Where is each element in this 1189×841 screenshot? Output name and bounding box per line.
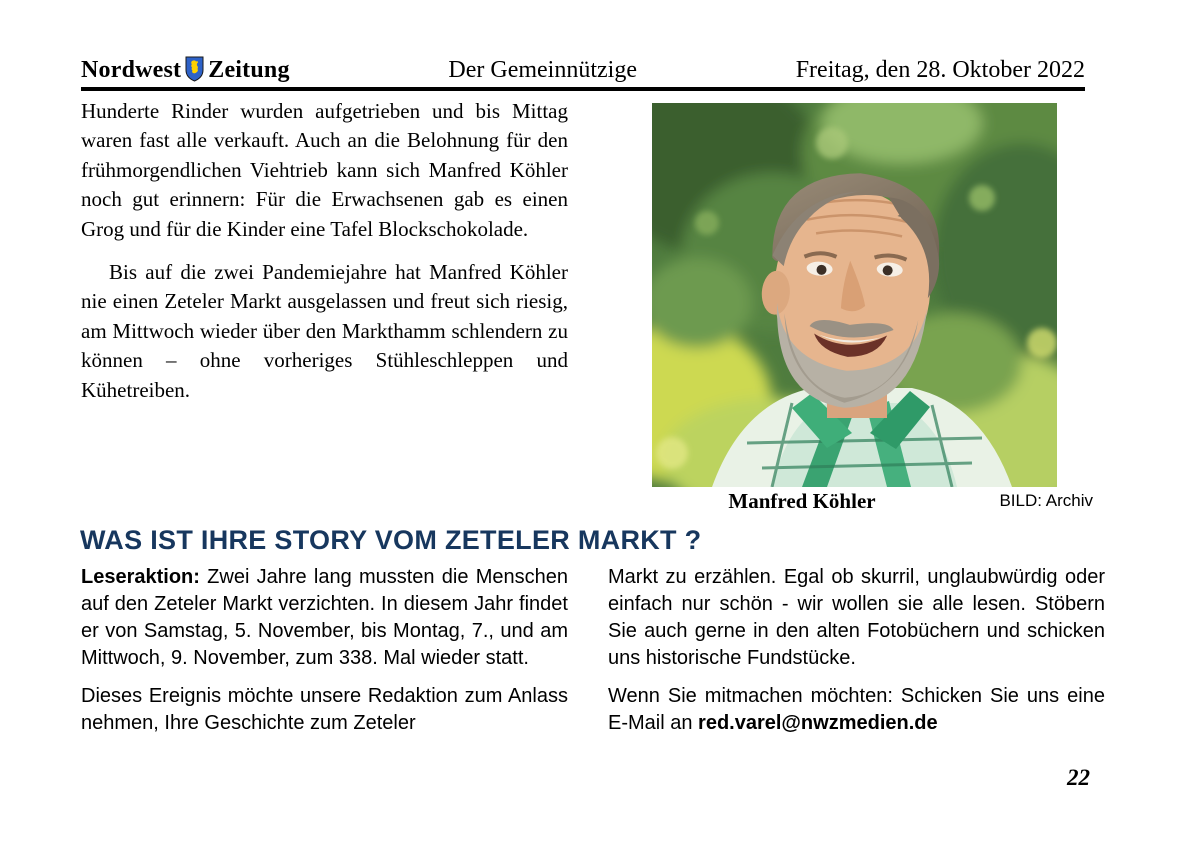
left-paragraph-1-text: Zwei Jahre lang mussten die Menschen auf den Zeteler Markt verzichten. In diesem Jahr findet er von Samstag, 5. November, bis Montag, 7., und am Mittwoch, 9. November, zum 338. Mal wieder statt.: [81, 566, 568, 669]
masthead: [81, 54, 1085, 87]
photo-caption-row: [652, 489, 1093, 515]
masthead-rule: [81, 87, 1085, 91]
article-paragraph-1: Hunderte Rinder wurden aufgetrieben und bis Mittag waren fast alle verkauft. Auch an die Belohnung für den frühmorgendlichen Viehtrieb kann sich Manfred Köhler noch gut erinnern: Für die Erwachsenen gab es einen Grog und für die Kinder eine Tafel Blockschokolade.: [81, 99, 568, 241]
left-paragraph-1: [81, 564, 568, 672]
left-paragraph-lead: Leseraktion:: [81, 566, 200, 588]
masthead-brand-right: Zeitung: [208, 57, 290, 83]
right-paragraph-1: Markt zu erzählen. Egal ob skurril, unglaubwürdig oder einfach nur schön - wir wollen sie alle lesen. Stöbern Sie auch gerne in den alten Fotobüchern und schicken uns historische Fundstücke.: [608, 566, 1105, 669]
section-heading: WAS IST IHRE STORY VOM ZETELER MARKT ?: [80, 525, 702, 555]
photo-credit: BILD: Archiv: [999, 491, 1093, 510]
column-left: [81, 564, 568, 748]
right-paragraph-2-text: Wenn Sie mitmachen möchten: Schicken Sie uns eine E-Mail an: [608, 685, 1105, 734]
photo-caption-name: Manfred Köhler: [728, 489, 876, 513]
left-paragraph-2: Dieses Ereignis möchte unsere Redaktion zum Anlass nehmen, Ihre Geschichte zum Zeteler: [81, 685, 568, 734]
column-right: [608, 564, 1105, 748]
portrait-photo: [652, 103, 1057, 487]
masthead-brand: [81, 54, 290, 87]
reader-action-columns: [81, 564, 1105, 748]
right-paragraph-2: [608, 683, 1105, 737]
masthead-brand-left: Nordwest: [81, 57, 182, 83]
crest-icon: [185, 56, 204, 89]
masthead-center-title: Der Gemeinnützige: [448, 57, 637, 83]
contact-email[interactable]: red.varel@nwzmedien.de: [698, 712, 938, 734]
article-paragraph-2: Bis auf die zwei Pandemiejahre hat Manfred Köhler nie einen Zeteler Markt ausgelassen und freut sich riesig, am Mittwoch wieder über den Markthamm schlendern zu können – ohne vorheriges Stühleschleppen und Kühetreiben.: [81, 260, 568, 402]
article-column: [81, 97, 568, 419]
masthead-date: Freitag, den 28. Oktober 2022: [795, 57, 1085, 83]
page-number: 22: [1067, 765, 1090, 790]
